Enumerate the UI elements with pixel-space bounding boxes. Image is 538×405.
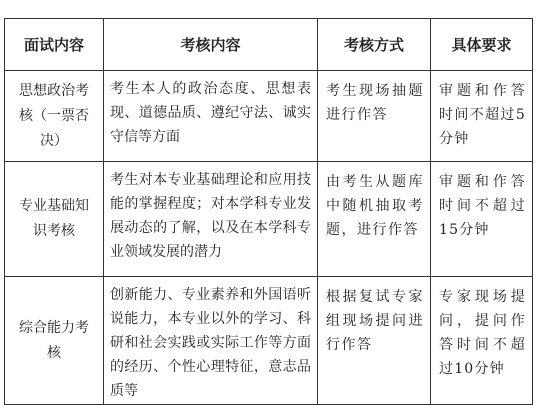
row-method-cell: 考生现场抽题进行作答 [318,71,431,162]
row-content-cell: 创新能力、专业素养和外国语听说能力，本专业以外的学习、科研和社会实践或实际工作等方面的经历、个性心理特征，意志品质等 [104,277,318,405]
row-content-cell: 考生本人的政治态度、思想表现、道德品质、遵纪守法、诚实守信等方面 [104,71,318,162]
header-assessment-content: 考核内容 [104,19,318,71]
table-header-row [5,19,533,71]
row-method-cell: 根据复试专家组现场提问进行作答 [318,277,431,405]
header-specific-requirements: 具体要求 [431,19,533,71]
row-requirement-cell: 专家现场提问，提问作答时间不超过10分钟 [431,277,533,405]
interview-assessment-table [4,18,533,405]
row-item-cell: 思想政治考核（一票否决） [5,71,104,162]
table-row [5,71,533,162]
header-assessment-method: 考核方式 [318,19,431,71]
table-row [5,277,533,405]
row-item-cell: 综合能力考核 [5,277,104,405]
row-method-cell: 由考生从题库中随机抽取考题，进行作答 [318,162,431,277]
row-item-cell: 专业基础知识考核 [5,162,104,277]
row-content-cell: 考生对本专业基础理论和应用技能的掌握程度；对本学科专业发展动态的了解，以及在本学科专业领域发展的潜力 [104,162,318,277]
row-requirement-cell: 审题和作答时间不超过5分钟 [431,71,533,162]
table-row [5,162,533,277]
row-requirement-cell: 审题和作答时间不超过15分钟 [431,162,533,277]
header-interview-content: 面试内容 [5,19,104,71]
